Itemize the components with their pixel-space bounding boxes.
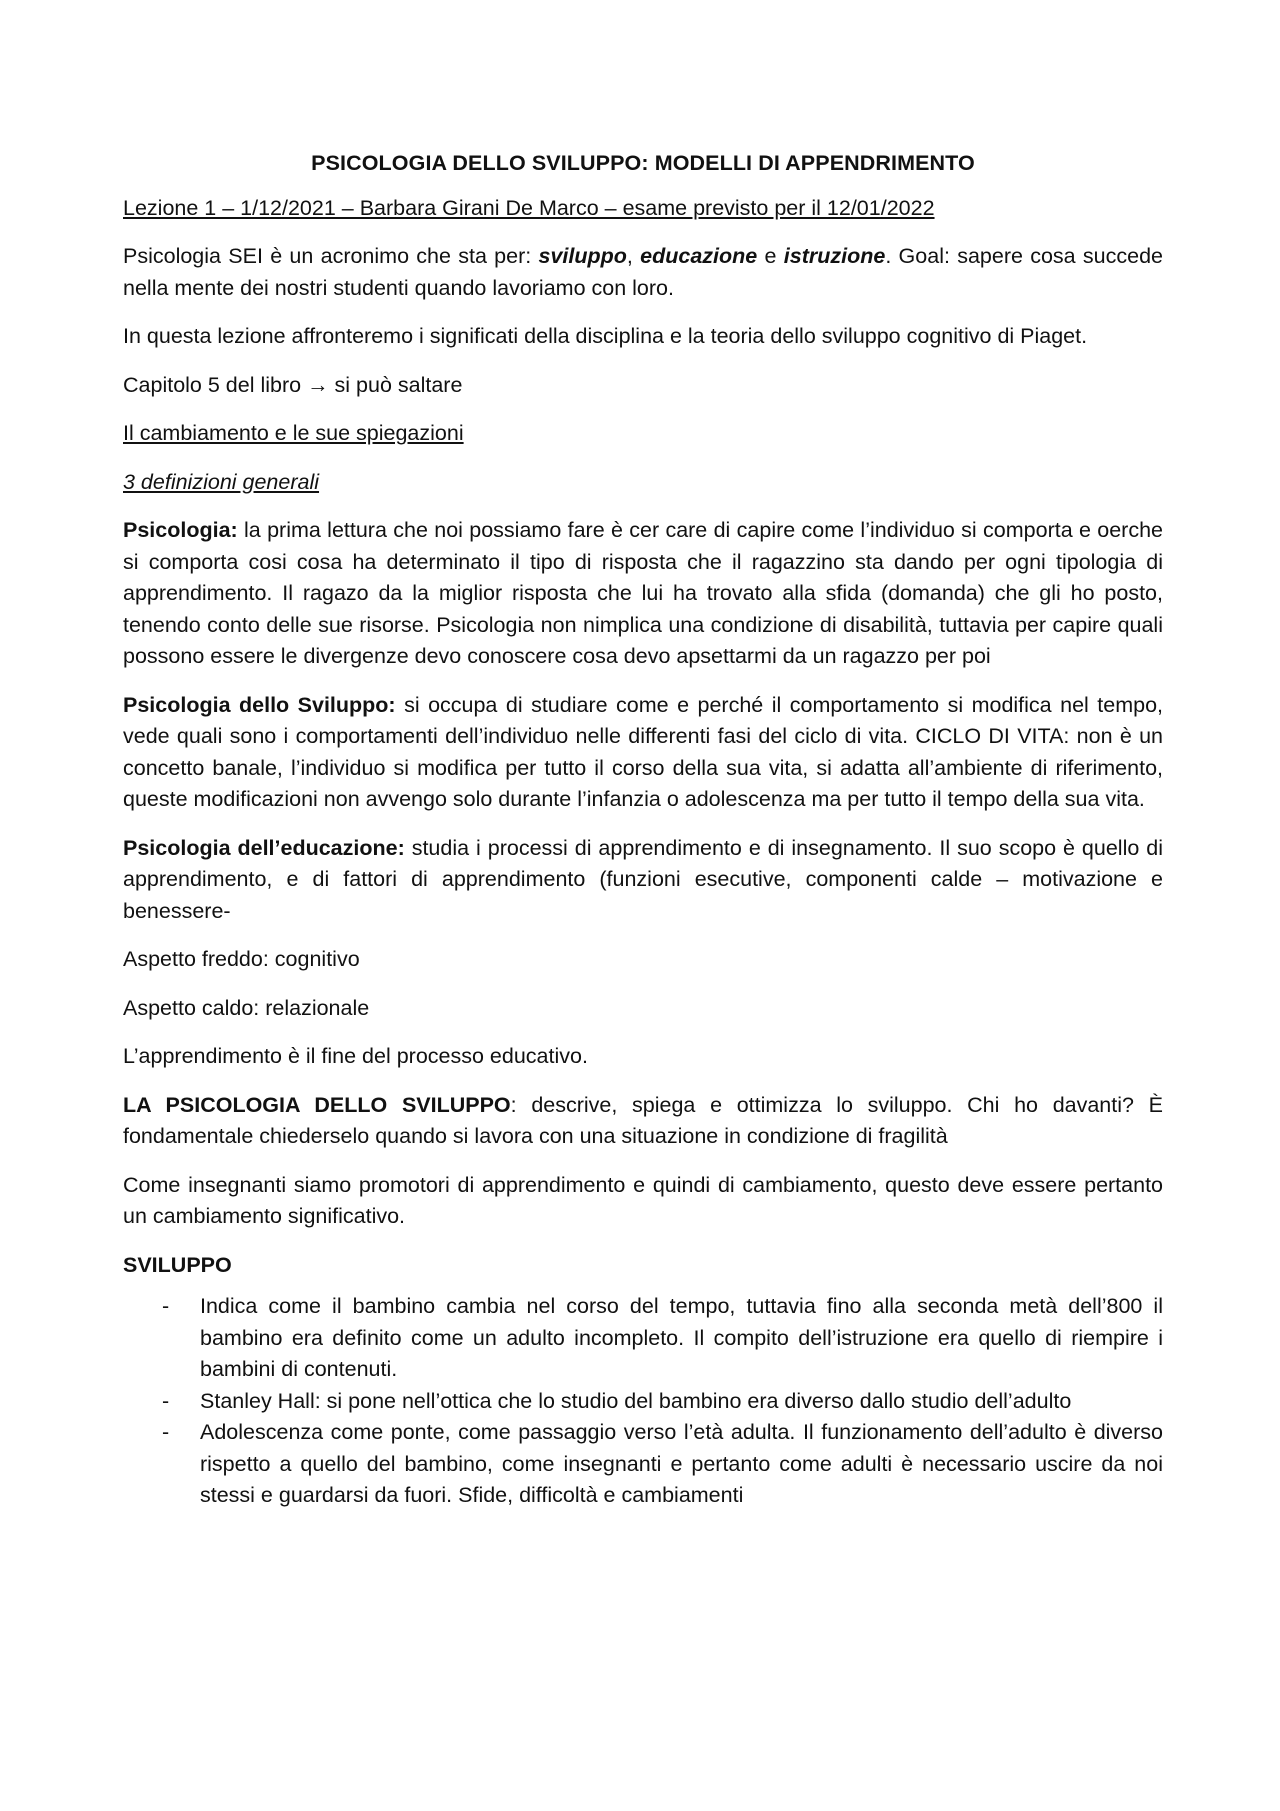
definition-psicologia	[123, 515, 1163, 673]
subheading-text: 3 definizioni generali	[123, 469, 320, 494]
definition-text: si occupa di studiare come e perché il comportamento si modifica nel tempo, vede quali sono i comportamenti dell’individuo nelle differenti fasi del ciclo di vita. CICLO DI VITA: non è un concetto banale, l’individuo si modifica per tutto il corso della sua vita, si adatta all’ambiente di riferimento, queste modificazioni non avvengo solo durante l’infanzia o adolescenza ma per tutto il tempo della sua vita.	[123, 692, 1164, 811]
psicologia-sviluppo-text: : descrive, spiega e ottimizza lo sviluppo. Chi ho davanti? È fondamentale chiederselo quando si lavora con una situazione in condizione di fragilità	[123, 1092, 1163, 1148]
dash-bullet: -	[162, 1420, 170, 1444]
intro-paragraph	[123, 241, 1163, 304]
keyword-istruzione: istruzione	[783, 244, 886, 268]
subheading	[123, 467, 1163, 499]
intro-goal-text: . Goal: sapere cosa succede nella mente dei nostri studenti quando lavoriamo con loro.	[123, 244, 1163, 300]
document-page	[123, 148, 1163, 1512]
sviluppo-list	[123, 1291, 1163, 1512]
chapter-text: Capitolo 5 del libro	[123, 372, 308, 397]
intro-separator: e	[757, 244, 784, 268]
lesson-info: Lezione 1 – 1/12/2021 – Barbara Girani De Marco – esame previsto per il 12/01/2022	[123, 195, 935, 220]
chapter-skip-text: si può saltare	[328, 372, 463, 397]
psicologia-sviluppo-paragraph	[123, 1090, 1163, 1153]
section-heading-text: Il cambiamento e le sue spiegazioni	[123, 421, 464, 445]
psicologia-sviluppo-term: LA PSICOLOGIA DELLO SVILUPPO	[123, 1092, 511, 1117]
definition-text: la prima lettura che noi possiamo fare è cer care di capire come l’individuo si comporta e oerche si comporta cosi cosa ha determinato il tipo di risposta che il ragazzino sta dando per ogni tipologia di apprendimento. Il ragazo da la miglior risposta che lui ha trovato alla sfida (domanda) che gli ho posto, tenendo conto delle sue risorse. Psicologia non nimplica una condizione di disabilità, tuttavia per capire quali possono essere le divergenze devo conoscere cosa devo apsettarmi da un ragazzo per poi	[123, 518, 1163, 668]
aspect-cold: Aspetto freddo: cognitivo	[123, 947, 360, 971]
keyword-sviluppo: sviluppo	[538, 244, 627, 268]
definition-text: studia i processi di apprendimento e di insegnamento. Il suo scopo è quello di apprendimento, e di fattori di apprendimento (funzioni esecutive, componenti calde – motivazione e benessere-	[123, 835, 1163, 923]
list-item	[123, 1291, 1163, 1386]
keyword-educazione: educazione	[640, 244, 758, 268]
learning-goal: L’apprendimento è il fine del processo educativo.	[123, 1044, 588, 1068]
list-item-text: Stanley Hall: si pone nell’ottica che lo studio del bambino era diverso dallo studio dell’adulto	[200, 1388, 1072, 1413]
list-item-text: Indica come il bambino cambia nel corso del tempo, tuttavia fino alla seconda metà dell’800 il bambino era definito come un adulto incompleto. Il compito dell’istruzione era quello di riempire i bambini di contenuti.	[200, 1294, 1163, 1381]
list-item-text: Adolescenza come ponte, come passaggio verso l’età adulta. Il funzionamento dell’adulto è diverso rispetto a quello del bambino, come insegnanti e pertanto come adulti è necessario uscire da noi stessi e guardarsi da fuori. Sfide, difficoltà e cambiamenti	[200, 1420, 1163, 1507]
arrow-right-icon: →	[307, 372, 329, 397]
chapter-note	[123, 370, 1163, 402]
lesson-overview-paragraph: In questa lezione affronteremo i significati della disciplina e la teoria dello sviluppo cognitivo di Piaget.	[123, 324, 1088, 348]
lesson-line	[123, 193, 1163, 225]
intro-text: Psicologia SEI è un acronimo che sta per:	[123, 244, 539, 268]
intro-separator: ,	[626, 244, 641, 268]
list-item	[123, 1417, 1163, 1512]
dash-bullet: -	[162, 1388, 170, 1413]
teachers-paragraph: Come insegnanti siamo promotori di apprendimento e quindi di cambiamento, questo deve essere pertanto un cambiamento significativo.	[123, 1172, 1163, 1228]
definition-term: Psicologia dell’educazione:	[123, 835, 405, 860]
section-heading	[123, 418, 1163, 450]
definition-psicologia-sviluppo	[123, 690, 1163, 816]
list-item	[123, 1386, 1163, 1418]
dash-bullet: -	[162, 1294, 170, 1318]
sviluppo-heading: SVILUPPO	[123, 1252, 232, 1277]
definition-psicologia-educazione	[123, 833, 1163, 928]
document-title: PSICOLOGIA DELLO SVILUPPO: MODELLI DI APPENDRIMENTO	[311, 151, 975, 175]
definition-term: Psicologia:	[123, 518, 238, 542]
definition-term: Psicologia dello Sviluppo:	[123, 692, 396, 717]
aspect-warm: Aspetto caldo: relazionale	[123, 995, 370, 1020]
